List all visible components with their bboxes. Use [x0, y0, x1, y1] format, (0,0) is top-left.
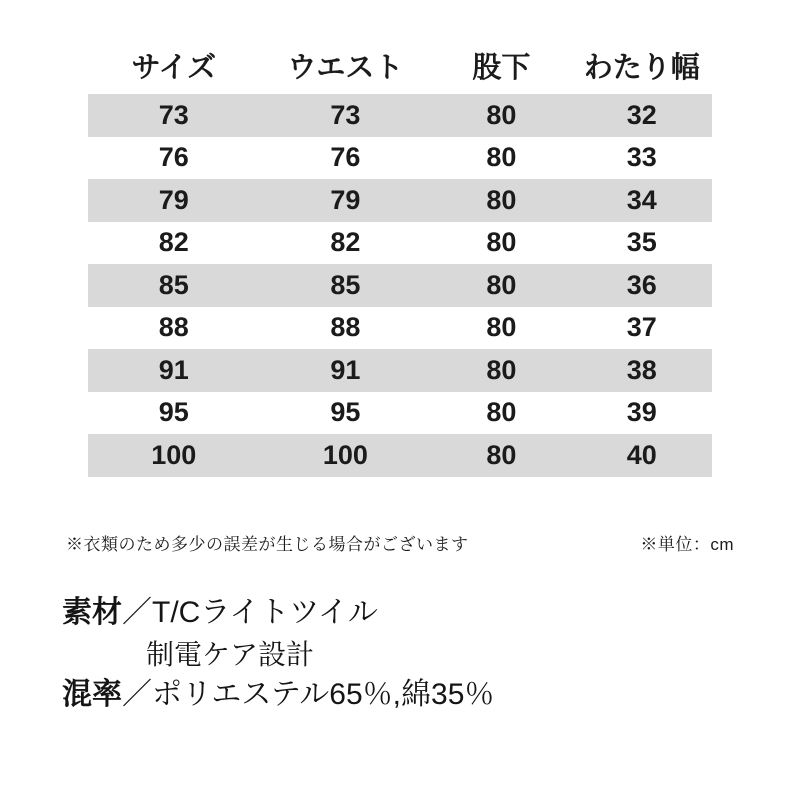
table-row [88, 307, 712, 350]
cell-inseam: 80 [431, 307, 571, 350]
size-table [88, 36, 712, 477]
cell-inseam: 80 [431, 349, 571, 392]
cell-thigh-width: 33 [572, 137, 712, 180]
cell-waist: 82 [260, 222, 432, 265]
cell-thigh-width: 38 [572, 349, 712, 392]
cell-inseam: 80 [431, 94, 571, 137]
cell-thigh-width: 32 [572, 94, 712, 137]
cell-inseam: 80 [431, 434, 571, 477]
column-header-size: サイズ [131, 51, 217, 84]
cell-thigh-width: 36 [572, 264, 712, 307]
cell-size: 82 [88, 222, 260, 265]
cell-size: 85 [88, 264, 260, 307]
column-header-inseam: 股下 [472, 51, 531, 84]
cell-thigh-width: 39 [572, 392, 712, 435]
cell-size: 91 [88, 349, 260, 392]
cell-waist: 91 [260, 349, 432, 392]
material-label: 素材 [62, 596, 122, 629]
material-sub-line: 制電ケア設計 [146, 638, 315, 670]
table-row [88, 94, 712, 137]
table-row [88, 434, 712, 477]
table-row [88, 179, 712, 222]
cell-waist: 88 [260, 307, 432, 350]
table-row [88, 264, 712, 307]
table-header-row [88, 36, 712, 94]
blend-line [62, 674, 762, 717]
table-row [88, 137, 712, 180]
cell-inseam: 80 [431, 179, 571, 222]
cell-thigh-width: 34 [572, 179, 712, 222]
cell-waist: 76 [260, 137, 432, 180]
cell-waist: 95 [260, 392, 432, 435]
cell-thigh-width: 37 [572, 307, 712, 350]
cell-waist: 85 [260, 264, 432, 307]
size-table-container [88, 36, 712, 477]
cell-inseam: 80 [431, 264, 571, 307]
cell-inseam: 80 [431, 222, 571, 265]
table-row [88, 392, 712, 435]
cell-waist: 73 [260, 94, 432, 137]
unit-note: ※単位：cm [640, 535, 734, 554]
cell-size: 100 [88, 434, 260, 477]
table-row [88, 349, 712, 392]
blend-label: 混率 [62, 678, 122, 712]
cell-waist: 100 [260, 434, 432, 477]
cell-size: 95 [88, 392, 260, 435]
blend-value: ／ポリエステル65％,綿35％ [122, 678, 495, 712]
cell-size: 73 [88, 94, 260, 137]
cell-thigh-width: 40 [572, 434, 712, 477]
material-value: ／T/Cライトツイル [122, 596, 378, 629]
material-line [62, 592, 762, 635]
cell-waist: 79 [260, 179, 432, 222]
cell-inseam: 80 [431, 137, 571, 180]
cell-size: 79 [88, 179, 260, 222]
cell-inseam: 80 [431, 392, 571, 435]
column-header-thigh-width: わたり幅 [583, 51, 700, 84]
disclaimer-note: ※衣類のため多少の誤差が生じる場合がございます [66, 535, 469, 554]
notes-row [66, 530, 734, 555]
table-row [88, 222, 712, 265]
column-header-waist: ウエスト [287, 51, 404, 84]
spec-block [62, 592, 762, 717]
cell-size: 88 [88, 307, 260, 350]
cell-thigh-width: 35 [572, 222, 712, 265]
cell-size: 76 [88, 137, 260, 180]
